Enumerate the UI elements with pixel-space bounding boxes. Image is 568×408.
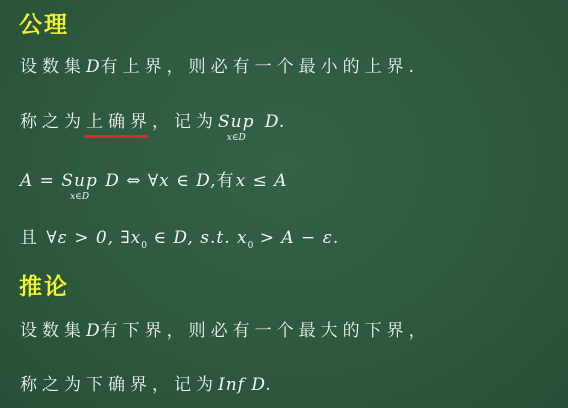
axiom-statement-line [20,52,419,77]
supremum-term: 上确界 [86,107,152,132]
axiom-line1-set: D [86,57,101,77]
sup-operator-2-label: Sup [61,171,98,191]
sup-operator-label: Sup [218,112,255,132]
x0-subscript-1: 0 [141,241,148,251]
axiom-heading: 公理 [19,12,69,38]
sup-operator-2 [61,171,98,202]
inf-operator: Inf D. [218,375,272,395]
corollary-line1-set: D [86,321,101,341]
supremum-equivalence-line [20,166,288,202]
corollary-line1-rest: 有下界，则必有一个最大的下界， [100,321,431,341]
corollary-statement-line [20,316,431,341]
epsilon-pre: 且 [20,228,39,248]
axiom-line2-pre: 称之为 [20,112,86,132]
corollary-line2-pre: 称之为下确界，记为 [20,375,218,395]
equivalence-inequality: x ≤ A [235,171,288,191]
corollary-definition-line [20,370,272,395]
axiom-line1-text: 设数集 [20,57,86,77]
equivalence-lhs: A = [20,171,62,191]
epsilon-part-a: ∀ε > 0, ∃x [46,228,142,248]
epsilon-condition-line [20,223,340,251]
equivalence-have: 有 [216,171,236,191]
epsilon-part-c: > A − ε. [253,228,340,248]
sup-operator-2-subscript: x∈D [70,192,90,202]
corollary-heading: 推论 [19,274,69,300]
equivalence-rhs: D ⇔ ∀x ∈ D, [105,171,217,191]
axiom-definition-line [20,107,286,143]
x0-subscript-2: 0 [247,241,254,251]
sup-operator-subscript: x∈D [226,133,246,143]
axiom-line2-mid: ，记为 [152,112,218,132]
axiom-line1-rest: 有上界，则必有一个最小的上界. [100,57,420,77]
sup-operator [218,112,255,143]
corollary-line1-text: 设数集 [20,321,86,341]
epsilon-part-b: ∈ D, s.t. x [147,228,248,248]
axiom-line2-set: D. [264,112,286,132]
